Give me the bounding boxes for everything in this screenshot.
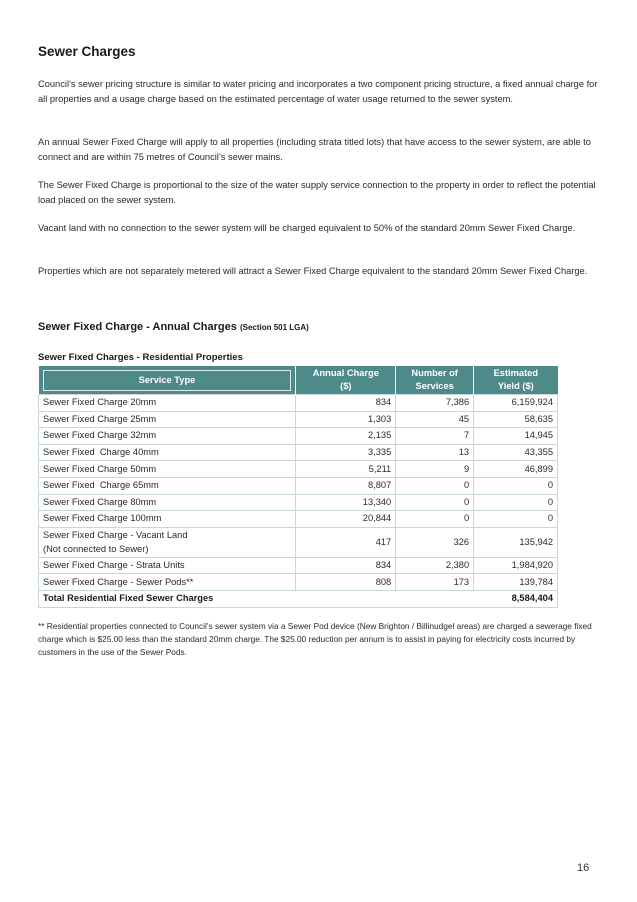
cell-count: 0 (396, 511, 474, 528)
cell-yield: 58,635 (474, 411, 558, 428)
cell-yield: 0 (474, 494, 558, 511)
page-number: 16 (577, 862, 590, 874)
cell-count: 326 (396, 527, 474, 557)
cell-count: 173 (396, 574, 474, 591)
cell-service: Sewer Fixed Charge - Strata Units (39, 557, 296, 574)
page-title: Sewer Charges (38, 44, 136, 59)
paragraph-proportional: The Sewer Fixed Charge is proportional to the size of the water supply service connection to the property in order to reflect the potential load placed on the sewer system. (38, 180, 596, 205)
cell-charge: 417 (296, 527, 396, 557)
cell-service-line2: (Not connected to Sewer) (43, 544, 149, 555)
cell-charge: 5,211 (296, 461, 396, 478)
footnote: ** Residential properties connected to Council’s sewer system via a Sewer Pod device (New Brighton / Billinudgel areas) are charged a sewerage fixed charge which is $25.00 less than the standard 20mm charge. The $25.00 reduction per annum is to assist in paying for electricity costs incurred by customers in the use of the Sewer Pods. (38, 621, 592, 657)
header-service-type (39, 366, 296, 395)
cell-count: 45 (396, 411, 474, 428)
table-row (39, 428, 558, 445)
header-service-type-label: Service Type (43, 370, 292, 391)
cell-service: Sewer Fixed Charge 20mm (39, 395, 296, 412)
cell-yield: 14,945 (474, 428, 558, 445)
table-heading: Sewer Fixed Charges - Residential Properties (38, 352, 243, 363)
cell-count: 7 (396, 428, 474, 445)
cell-count: 0 (396, 494, 474, 511)
header-number-of-services (396, 366, 474, 395)
cell-count: 0 (396, 477, 474, 494)
cell-count: 13 (396, 444, 474, 461)
cell-charge: 2,135 (296, 428, 396, 445)
paragraph-pricing-structure: Council’s sewer pricing structure is similar to water pricing and incorporates a two component pricing structure, a fixed annual charge for all properties and a usage charge based on the estimated percentage of water usage returned to the sewer system. (38, 79, 598, 104)
total-yield: 8,584,404 (474, 590, 558, 607)
header-estimated-yield-line2: Yield ($) (497, 381, 534, 391)
cell-charge: 20,844 (296, 511, 396, 528)
table-row (39, 527, 558, 557)
cell-service: Sewer Fixed Charge - Sewer Pods** (39, 574, 296, 591)
cell-yield: 139,784 (474, 574, 558, 591)
header-estimated-yield-line1: Estimated (493, 368, 539, 378)
cell-service: Sewer Fixed Charge 100mm (39, 511, 296, 528)
cell-service-line1: Sewer Fixed Charge - Vacant Land (43, 530, 188, 541)
cell-service: Sewer Fixed Charge 32mm (39, 428, 296, 445)
section-heading-reference: (Section 501 LGA) (239, 323, 309, 332)
header-estimated-yield (474, 366, 558, 395)
cell-yield: 43,355 (474, 444, 558, 461)
cell-yield: 6,159,924 (474, 395, 558, 412)
cell-yield: 46,899 (474, 461, 558, 478)
table-row (39, 494, 558, 511)
table-row (39, 477, 558, 494)
header-annual-charge (296, 366, 396, 395)
cell-count: 9 (396, 461, 474, 478)
table-row (39, 557, 558, 574)
cell-charge: 1,303 (296, 411, 396, 428)
table-row (39, 511, 558, 528)
cell-service (39, 527, 296, 557)
section-heading-text: Sewer Fixed Charge - Annual Charges (38, 321, 237, 333)
header-number-of-services-line2: Services (415, 381, 454, 391)
cell-service: Sewer Fixed Charge 80mm (39, 494, 296, 511)
table-row (39, 461, 558, 478)
table-row (39, 395, 558, 412)
table-header-row (39, 366, 558, 395)
cell-yield: 135,942 (474, 527, 558, 557)
cell-charge: 3,335 (296, 444, 396, 461)
cell-yield: 1,984,920 (474, 557, 558, 574)
cell-charge: 834 (296, 395, 396, 412)
cell-charge: 8,807 (296, 477, 396, 494)
paragraph-not-metered: Properties which are not separately metered will attract a Sewer Fixed Charge equivalent to the standard 20mm Sewer Fixed Charge. (38, 266, 588, 276)
section-heading (38, 321, 309, 333)
header-annual-charge-line2: ($) (340, 381, 352, 391)
sewer-fixed-charges-table (38, 366, 558, 608)
table-row (39, 444, 558, 461)
table-row (39, 411, 558, 428)
cell-count: 7,386 (396, 395, 474, 412)
cell-count: 2,380 (396, 557, 474, 574)
cell-service: Sewer Fixed Charge 50mm (39, 461, 296, 478)
table-row (39, 574, 558, 591)
table-total-row (39, 590, 558, 607)
cell-charge: 13,340 (296, 494, 396, 511)
paragraph-fixed-charge-applies: An annual Sewer Fixed Charge will apply to all properties (including strata titled lots) that have access to the sewer system, are able to connect and are within 75 metres of Council’s sewer mains. (38, 137, 591, 162)
cell-service: Sewer Fixed Charge 40mm (39, 444, 296, 461)
cell-service: Sewer Fixed Charge 65mm (39, 477, 296, 494)
cell-yield: 0 (474, 477, 558, 494)
paragraph-vacant-land: Vacant land with no connection to the sewer system will be charged equivalent to 50% of the standard 20mm Sewer Fixed Charge. (38, 223, 576, 233)
total-label: Total Residential Fixed Sewer Charges (39, 590, 474, 607)
header-annual-charge-line1: Annual Charge (312, 368, 379, 378)
header-number-of-services-line1: Number of (411, 368, 458, 378)
cell-charge: 834 (296, 557, 396, 574)
cell-yield: 0 (474, 511, 558, 528)
cell-charge: 808 (296, 574, 396, 591)
cell-service: Sewer Fixed Charge 25mm (39, 411, 296, 428)
